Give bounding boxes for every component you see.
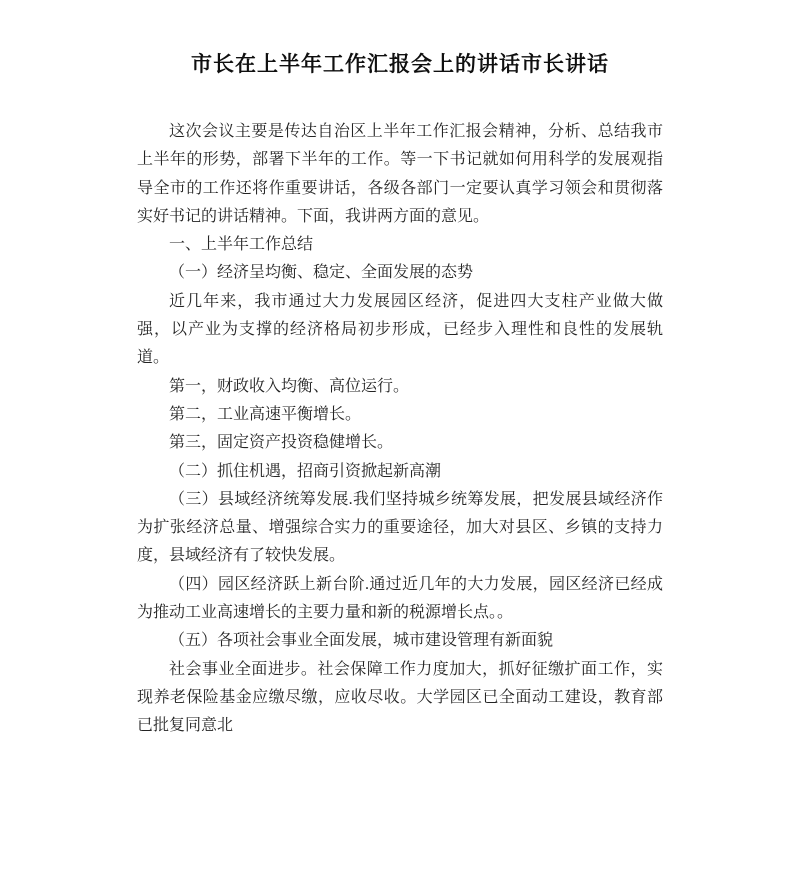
- paragraph-body-1-1: 近几年来，我市通过大力发展园区经济，促进四大支柱产业做大做强，以产业为支撑的经济格局初步形成，已经步入理性和良性的发展轨道。: [137, 292, 663, 367]
- paragraph-heading-1-2: （二）抓住机遇，招商引资掀起新高潮: [169, 462, 442, 480]
- paragraph-point-first: 第一，财政收入均衡、高位运行。: [169, 377, 410, 395]
- paragraph-point-third: 第三，固定资产投资稳健增长。: [169, 434, 394, 452]
- document-body: [137, 118, 663, 741]
- paragraph-point-second: 第二，工业高速平衡增长。: [169, 405, 362, 423]
- paragraph-intro: 这次会议主要是传达自治区上半年工作汇报会精神，分析、总结我市上半年的形势，部署下半年的工作。等一下书记就如何用科学的发展观指导全市的工作还将作重要讲话，各级各部门一定要认真学习领会和贯彻落实好书记的讲话精神。下面，我讲两方面的意见。: [137, 123, 663, 225]
- paragraph-heading-1-3: （三）县域经济统筹发展.我们坚持城乡统筹发展，把发展县域经济作为扩张经济总量、增强综合实力的重要途径，加大对县区、乡镇的支持力度，县域经济有了较快发展。: [137, 490, 663, 565]
- paragraph-heading-1-5: （五）各项社会事业全面发展，城市建设管理有新面貌: [169, 632, 554, 650]
- paragraph-heading-1-1: （一）经济呈均衡、稳定、全面发展的态势: [169, 264, 474, 282]
- paragraph-heading-1-4: （四）园区经济跃上新台阶.通过近几年的大力发展，园区经济已经成为推动工业高速增长的主要力量和新的税源增长点。。: [137, 575, 663, 622]
- paragraph-body-1-5: 社会事业全面进步。社会保障工作力度加大，抓好征缴扩面工作，实现养老保险基金应缴尽缴，应收尽收。大学园区已全面动工建设，教育部已批复同意北: [137, 660, 663, 735]
- paragraph-section-1: 一、上半年工作总结: [169, 236, 314, 254]
- document-title: 市长在上半年工作汇报会上的讲话市长讲话: [191, 53, 609, 76]
